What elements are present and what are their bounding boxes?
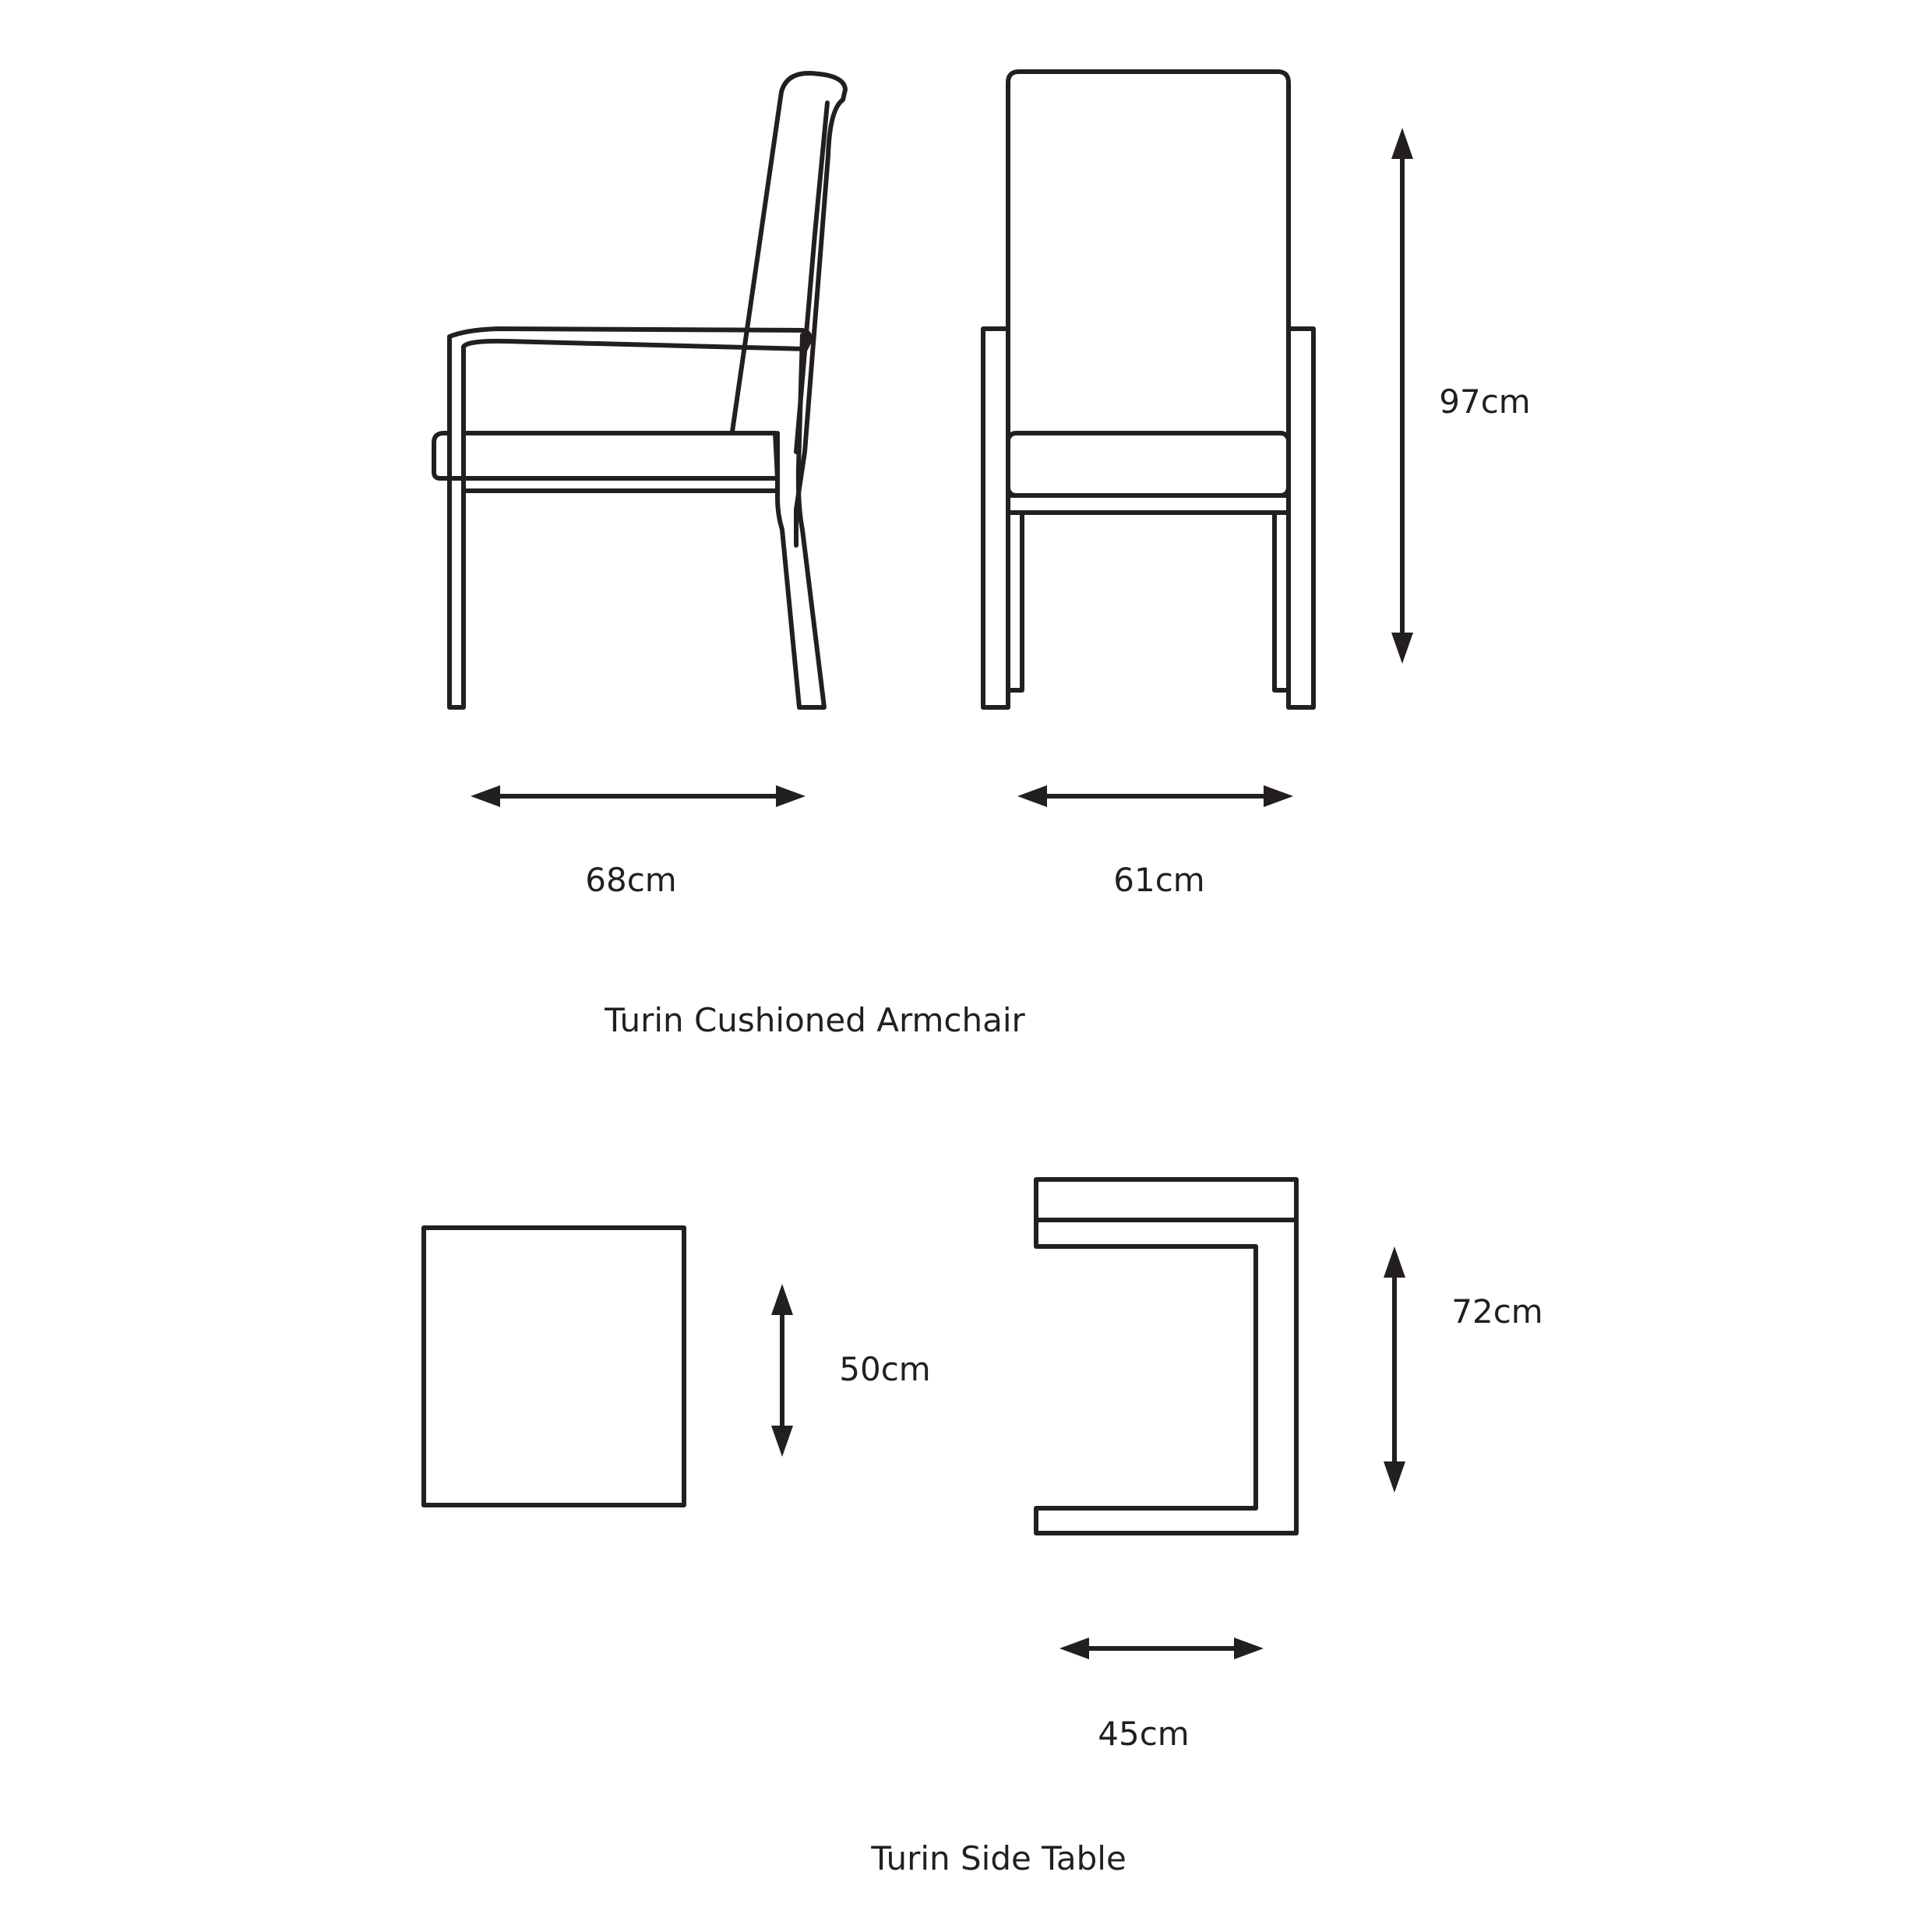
armchair-side-armrest xyxy=(450,329,810,707)
side-table-top-view xyxy=(424,1228,684,1505)
side-table-height-label: 72cm xyxy=(1451,1292,1543,1331)
armchair-front-backrest xyxy=(1008,72,1289,433)
armchair-front-right-arm xyxy=(1289,329,1313,707)
armchair-front-right-leg xyxy=(1274,513,1289,690)
armchair-width-arrow xyxy=(1017,785,1293,807)
side-table-width-arrow xyxy=(1059,1638,1264,1659)
armchair-depth-arrow xyxy=(471,785,806,807)
armchair-front-view xyxy=(983,72,1313,707)
side-table-depth-label: 50cm xyxy=(839,1350,931,1388)
side-table-width-label: 45cm xyxy=(1098,1715,1190,1753)
armchair-title: Turin Cushioned Armchair xyxy=(605,1001,1025,1039)
armchair-height-label: 97cm xyxy=(1439,383,1531,421)
armchair-front-left-leg xyxy=(1008,513,1022,690)
armchair-side-backrest xyxy=(732,73,845,545)
side-table-depth-arrow xyxy=(771,1284,793,1457)
armchair-depth-label: 68cm xyxy=(585,861,677,899)
armchair-front-seat-rail xyxy=(1008,495,1289,513)
armchair-side-rear-leg xyxy=(777,335,824,707)
side-table-height-arrow xyxy=(1384,1246,1405,1493)
side-table-title: Turin Side Table xyxy=(871,1839,1126,1877)
armchair-front-left-arm xyxy=(983,329,1008,707)
armchair-front-seat-cushion xyxy=(1008,433,1289,495)
armchair-side-view xyxy=(434,73,845,707)
armchair-height-arrow xyxy=(1391,128,1413,664)
side-table-c-frame xyxy=(1036,1179,1296,1533)
side-table-side-view xyxy=(1036,1179,1296,1533)
armchair-width-label: 61cm xyxy=(1113,861,1205,899)
armchair-side-seat-cushion xyxy=(434,433,777,478)
